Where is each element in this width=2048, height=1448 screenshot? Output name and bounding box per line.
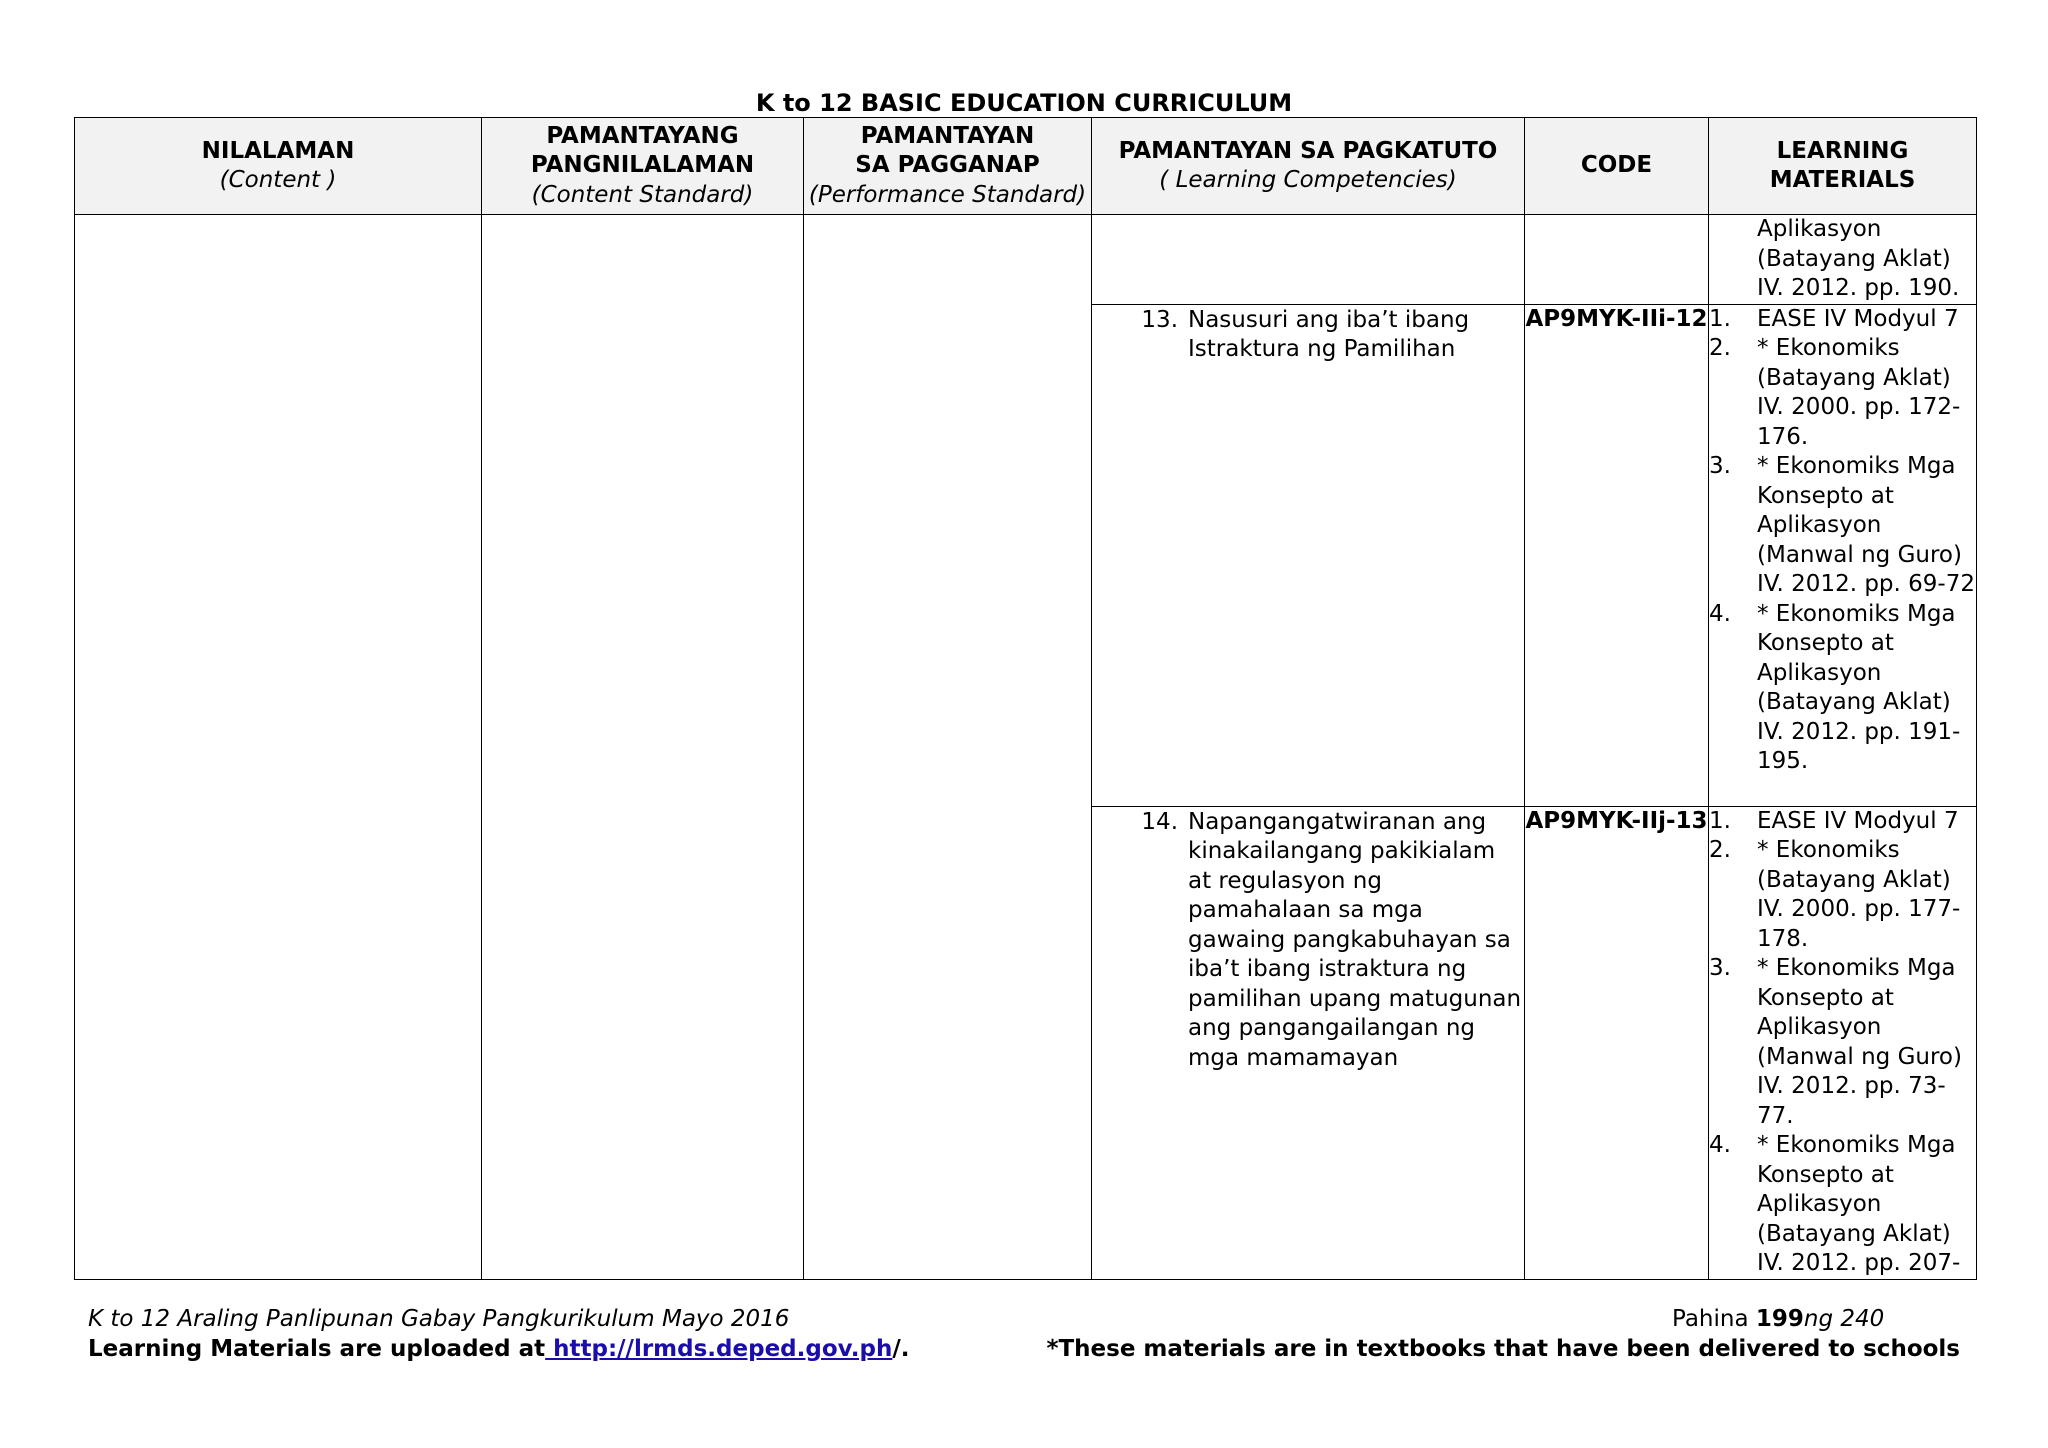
header-code: CODE: [1525, 118, 1709, 215]
header-pamantayan-sa-pagkatuto: PAMANTAYAN SA PAGKATUTO ( Learning Competencies): [1092, 118, 1525, 215]
document-title: K to 12 BASIC EDUCATION CURRICULUM: [755, 89, 1293, 117]
cell-code: AP9MYK-IIi-12: [1525, 304, 1709, 806]
cell-materials: [1709, 304, 1977, 806]
materials-line: IV. 2012. pp. 190.: [1757, 275, 1960, 301]
footer-upload-note: Learning Materials are uploaded at http://lrmds.deped.gov.ph/.: [88, 1336, 910, 1362]
curriculum-table: [74, 117, 1977, 1280]
materials-item: 2. * Ekonomiks (Batayang Aklat) IV. 2000. pp. 177-178.: [1709, 837, 1961, 952]
footer-page-number: [1672, 1306, 1884, 1332]
competency-text: Napangangatwiranan ang kinakailangang pakikialam at regulasyon ng pamahalaan sa mga gawaing pangkabuhayan sa iba’t ibang istraktura ng pamilihan upang matugunan ang pangangailangan ng mga mamamayan: [1188, 808, 1522, 1071]
cell-materials-continuation: [1709, 215, 1977, 305]
header-nilalaman: NILALAMAN (Content ): [75, 118, 482, 215]
header-learning-materials: LEARNING MATERIALS: [1709, 118, 1977, 215]
materials-item: 1. EASE IV Modyul 7: [1709, 807, 1959, 834]
materials-item: 1. EASE IV Modyul 7: [1709, 305, 1959, 332]
page-number: 199: [1755, 1306, 1804, 1332]
page-of: ng 240: [1803, 1306, 1885, 1332]
materials-item: 4. * Ekonomiks Mga Konsepto at Aplikasyon (Batayang Aklat) IV. 2012. pp. 207-: [1709, 1132, 1961, 1276]
cell-competency: [1092, 806, 1525, 1279]
materials-line: Aplikasyon: [1757, 216, 1882, 242]
materials-item: 4. * Ekonomiks Mga Konsepto at Aplikasyon (Batayang Aklat) IV. 2012. pp. 191-195.: [1709, 600, 1961, 774]
cell-content-standard: [482, 215, 804, 1280]
cell-nilalaman: [75, 215, 482, 1280]
cell-code: AP9MYK-IIj-13: [1525, 806, 1709, 1279]
cell-materials: [1709, 806, 1977, 1279]
competency-number: 14.: [1141, 808, 1178, 835]
materials-line: (Batayang Aklat): [1757, 245, 1951, 272]
materials-item: 2. * Ekonomiks (Batayang Aklat) IV. 2000. pp. 172-176.: [1709, 335, 1961, 450]
footer-guide-title: K to 12 Araling Panlipunan Gabay Pangkurikulum Mayo 2016: [88, 1306, 790, 1332]
materials-item: 3. * Ekonomiks Mga Konsepto at Aplikasyon (Manwal ng Guro) IV. 2012. pp. 73-77.: [1709, 955, 1962, 1129]
table-row: [75, 215, 1977, 305]
cell-competency-continuation: [1092, 215, 1525, 305]
cell-competency: [1092, 304, 1525, 806]
footer-textbook-note: *These materials are in textbooks that have been delivered to schools: [1046, 1336, 1960, 1362]
materials-item: 3. * Ekonomiks Mga Konsepto at Aplikasyon (Manwal ng Guro) IV. 2012. pp. 69-72: [1709, 453, 1975, 597]
competency-number: 13.: [1141, 306, 1178, 333]
page-label: Pahina: [1672, 1306, 1749, 1332]
competency-text: Nasusuri ang iba’t ibang Istraktura ng Pamilihan: [1188, 306, 1470, 362]
header-pamantayang-pangnilalaman: PAMANTAYANG PANGNILALAMAN (Content Standard): [482, 118, 804, 215]
cell-performance-standard: [804, 215, 1092, 1280]
cell-code-continuation: [1525, 215, 1709, 305]
table-header-row: [75, 118, 1977, 215]
header-pamantayan-sa-pagganap: PAMANTAYAN SA PAGGANAP (Performance Standard): [804, 118, 1092, 215]
lrmds-link[interactable]: http://lrmds.deped.gov.ph: [545, 1336, 893, 1362]
